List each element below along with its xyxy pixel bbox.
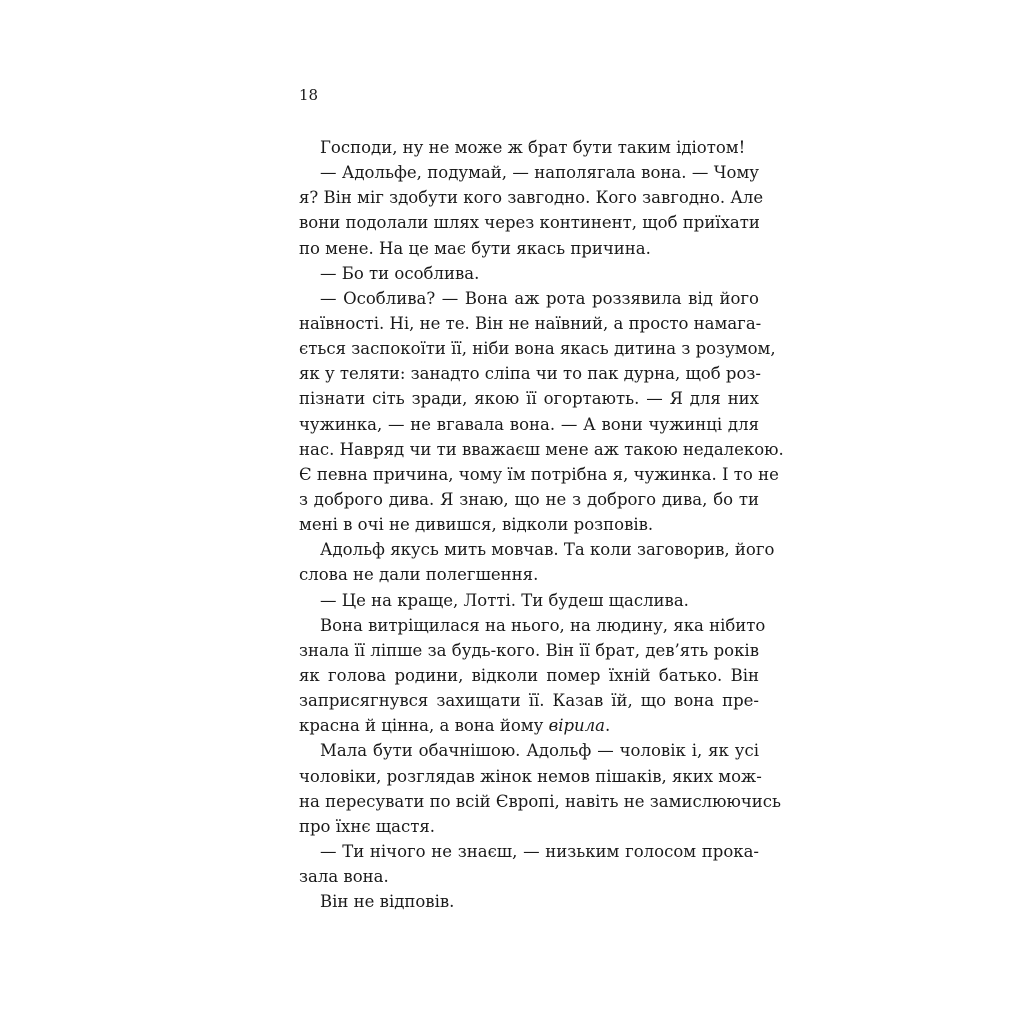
text-line — [299, 638, 759, 663]
text-line — [299, 738, 759, 763]
text-line-content: красна й цінна, а вона йому — [299, 716, 549, 736]
text-line-content: мені в очі не дивишся, відколи розповів. — [299, 515, 654, 535]
text-line — [299, 663, 759, 688]
text-line — [299, 613, 766, 638]
text-line — [299, 437, 784, 462]
text-line-content: — Адольфе, подумай, — наполягала вона. — Чому — [320, 163, 759, 183]
text-line-content: Мала бути обачнішою. Адольф — чоловік і, як усі — [320, 741, 759, 761]
text-line — [299, 537, 775, 562]
text-line-content: нас. Навряд чи ти вважаєш мене аж такою недалекою. — [299, 439, 784, 459]
text-line — [299, 487, 759, 512]
text-line-content: — Особлива? — Вона аж рота роззявила від його — [320, 288, 759, 308]
text-line-content: Вона витріщилася на нього, на людину, яка нібито — [320, 615, 766, 635]
text-line-content: зала вона. — [299, 867, 389, 887]
text-line — [299, 588, 759, 613]
text-line-content: заприсягнувся захищати її. Казав їй, що вона пре- — [299, 691, 759, 711]
text-line — [299, 261, 759, 286]
text-line-content: як у теляти: занадто сліпа чи то пак дурна, щоб роз- — [299, 364, 761, 384]
text-line — [299, 135, 759, 160]
text-line — [299, 789, 782, 814]
text-line-content: Господи, ну не може ж брат бути таким ідіотом! — [320, 138, 746, 157]
text-line-content: з доброго дива. Я знаю, що не з доброго дива, бо ти — [299, 489, 759, 509]
text-line — [299, 512, 759, 537]
text-line — [299, 361, 759, 386]
italic-word: вірила — [548, 716, 606, 736]
text-line-content: Є певна причина, чому їм потрібна я, чужинка. І то не — [299, 464, 779, 484]
text-line — [299, 160, 759, 185]
text-line — [299, 764, 762, 789]
text-line — [299, 688, 759, 713]
text-line — [299, 386, 759, 411]
text-line-content: Адольф якусь мить мовчав. Та коли заговорив, його — [320, 540, 775, 560]
page-number: 18 — [299, 86, 319, 104]
text-line-content: ється заспокоїти її, ніби вона якась дитина з розумом, — [299, 339, 776, 359]
text-line-content: як голова родини, відколи помер їхній батько. Він — [299, 665, 759, 685]
text-line — [299, 864, 759, 889]
text-line-content: Він не відповів. — [320, 892, 455, 912]
text-line-content: знала її ліпше за будь-кого. Він її брат, дев’ять років — [299, 640, 759, 660]
text-line-tail: . — [605, 716, 611, 736]
text-line-content: — Це на краще, Лотті. Ти будеш щаслива. — [320, 590, 689, 610]
text-line — [299, 713, 759, 738]
text-line — [299, 889, 759, 914]
text-line — [299, 311, 762, 336]
text-line-content: — Ти нічого не знаєш, — низьким голосом прока- — [320, 841, 759, 861]
text-line — [299, 462, 779, 487]
text-line-content: вони подолали шлях через континент, щоб приїхати — [299, 213, 760, 233]
text-line-content: чужинка, — не вгавала вона. — А вони чужинці для — [299, 414, 759, 434]
body-text — [299, 135, 784, 914]
text-line — [299, 412, 759, 437]
text-line-content: про їхнє щастя. — [299, 816, 436, 836]
text-line — [299, 286, 759, 311]
text-line-content: по мене. На це має бути якась причина. — [299, 238, 651, 258]
text-line — [299, 562, 759, 587]
text-line — [299, 814, 759, 839]
text-line — [299, 236, 759, 261]
text-line — [299, 210, 759, 235]
text-line — [299, 839, 759, 864]
text-line — [299, 185, 764, 210]
text-line — [299, 336, 776, 361]
text-line-content: чоловіки, розглядав жінок немов пішаків, яких мож- — [299, 766, 762, 786]
text-line-content: я? Він міг здобути кого завгодно. Кого завгодно. Але — [299, 188, 764, 208]
text-line-content: слова не дали полегшення. — [299, 565, 539, 585]
text-line-content: — Бо ти особлива. — [320, 263, 480, 283]
text-line-content: на пересувати по всій Європі, навіть не замислюючись — [299, 791, 782, 811]
text-line-content: пізнати сіть зради, якою її огортають. — Я для них — [299, 389, 759, 409]
text-line-content: наївності. Ні, не те. Він не наївний, а просто намага- — [299, 313, 762, 333]
